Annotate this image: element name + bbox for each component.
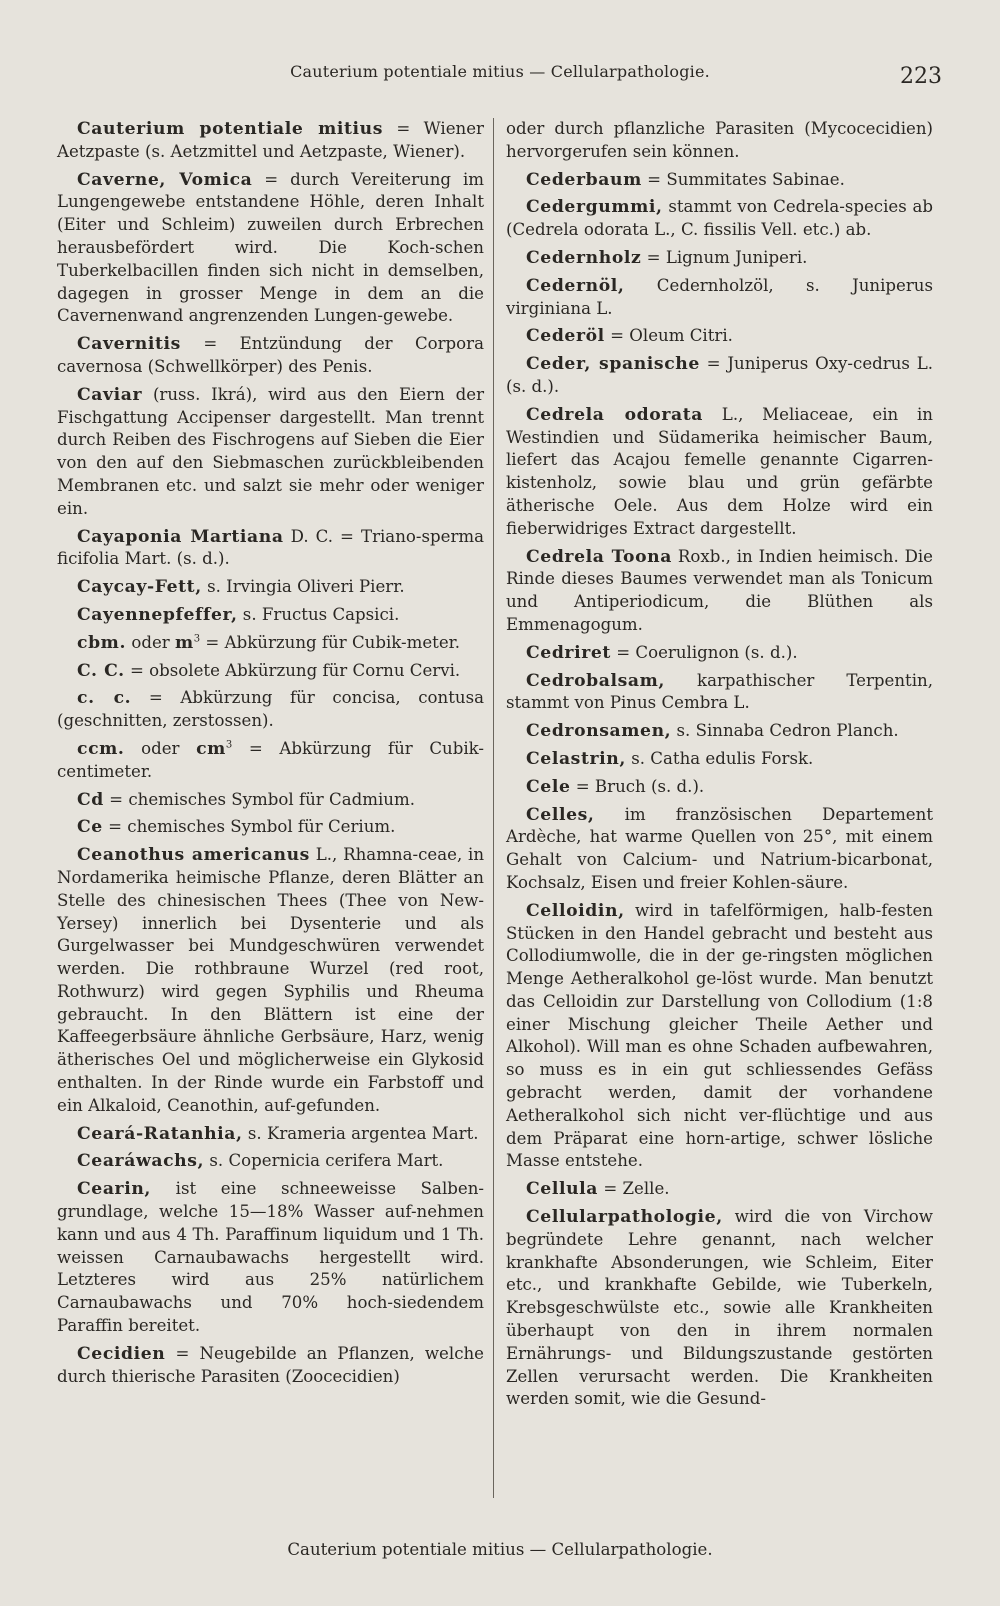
entry-text: s. Irvingia Oliveri Pierr. [201,577,405,597]
dictionary-entry [506,404,933,541]
entry-text: = Lignum Juniperi. [641,247,808,267]
entry-text: = Abkürzung für concisa, contusa (geschnitten, zerstossen). [57,688,484,731]
entry-headword: c. c. [77,688,132,709]
entry-text: oder [124,738,197,758]
entry-text: L., Meliaceae, ein in Westindien und Südamerika heimischer Baum, liefert das Acajou femelle genannte Cigarren-kistenholz, sowie blau und grün gefärbte ätherische Oele. Aus dem Holze wird ein fieberwidriges Extract dargestellt. [506,404,933,538]
entry-headword: Cearáwachs, [77,1151,205,1172]
entry-headword: Cedrela odorata [526,404,704,425]
entry-text-cont: = Abkürzung für Cubik-meter. [200,632,461,652]
right-column [506,118,933,1416]
entry-text: = Juniperus Oxy-cedrus L. (s. d.). [506,354,933,396]
entry-headword: Cedernöl, [526,275,625,296]
entry-headword: Ceder, spanische [526,354,700,375]
entry-text: = obsolete Abkürzung für Cornu Cervi. [124,660,461,680]
dictionary-entry [506,1178,933,1201]
entry-headword: Cedronsamen, [526,721,672,742]
entry-headword: Caviar [77,384,143,405]
left-column [57,118,484,1393]
dictionary-entry [57,816,484,839]
entry-headword: Cederöl [526,326,605,347]
entry-text: = Bruch (s. d.). [570,776,705,796]
entry-text: s. Sinnaba Cedron Planch. [671,721,899,741]
entry-headword: Cedrela Toona [526,546,673,567]
dictionary-entry [57,1178,484,1338]
entry-headword: Cellularpathologie, [526,1207,723,1228]
dictionary-entry [506,1206,933,1411]
entry-headword: Caycay-Fett, [77,577,202,598]
entry-text: s. Catha edulis Forsk. [625,748,814,768]
entry-text: = chemisches Symbol für Cadmium. [103,789,415,809]
dictionary-entry [57,1343,484,1389]
entry-headword-alt: cm [196,738,226,759]
entry-headword: Cellula [526,1179,599,1200]
page-footer: Cauterium potentiale mitius — Cellularpathologie. [287,1540,713,1559]
entry-text: s. Copernicia cerifera Mart. [204,1151,444,1171]
dictionary-entry [57,118,484,164]
entry-headword: Cedrobalsam, [526,670,666,691]
dictionary-entry [57,604,484,627]
entry-headword: Caverne, Vomica [77,169,253,190]
entry-text: = Coerulignon (s. d.). [610,642,798,662]
dictionary-entry [57,1123,484,1146]
entry-text: s. Fructus Capsici. [237,604,400,624]
entry-headword: Cayennepfeffer, [77,604,238,625]
entry-headword: Cayaponia Martiana [77,526,284,547]
dictionary-entry [506,325,933,348]
entry-text: L., Rhamna-ceae, in Nordamerika heimische Pflanze, deren Blätter an Stelle des chinesischen Thees (Thee von New-Yersey) innerlich bei Dysenterie und als Gurgelwasser bei Mundgeschwüren verwendet werden. Die rothbraune Wurzel (red root, Rothwurz) wird gegen Syphilis und Rheuma gebraucht. In den Blättern ist eine der Kaffeegerbsäure ähnliche Gerbsäure, Harz, wenig ätherisches Oel und möglicherweise ein Glykosid enthalten. In der Rinde wurde ein Farbstoff und ein Alkaloid, Ceanothin, auf-gefunden. [57,845,485,1115]
entry-text-cont: = Abkürzung für Cubik-centimeter. [57,738,485,781]
entry-headword: Celloidin, [526,900,625,921]
entry-headword: cbm. [77,632,127,653]
entry-headword: ccm. [77,738,125,759]
dictionary-entry [506,804,933,895]
entry-headword: Ce [77,817,103,838]
dictionary-entry [57,169,484,329]
page-number: 223 [900,64,942,89]
entry-superscript: 3 [225,739,233,751]
entry-text: = Zelle. [598,1179,670,1199]
entry-text: Cedernholzöl, s. Juniperus virginiana L. [506,275,933,318]
entry-headword: Ceará-Ratanhia, [77,1123,243,1144]
dictionary-entry [506,720,933,743]
dictionary-entry [506,118,933,164]
dictionary-entry [57,687,484,733]
entry-text: s. Krameria argentea Mart. [242,1123,479,1143]
entry-headword: Celastrin, [526,748,626,769]
entry-headword: Ceanothus americanus [77,845,310,866]
dictionary-entry [506,169,933,192]
dictionary-entry [57,738,484,784]
entry-text: im französischen Departement Ardèche, hat warme Quellen von 25°, mit einem Gehalt von Calcium- und Natrium-bicarbonat, Kochsalz, Eisen und freier Kohlen-säure. [506,804,933,892]
entry-text: (russ. Ikrá), wird aus den Eiern der Fischgattung Accipenser dargestellt. Man trennt durch Reiben des Fischrogens auf Sieben die Eier von den auf den Siebmaschen zurückbleibenden Membranen etc. und salzt sie mehr oder weniger ein. [57,384,484,518]
column-divider [493,118,494,1498]
dictionary-entry [506,196,933,242]
entry-text: = durch Vereiterung im Lungengewebe entstandene Höhle, deren Inhalt (Eiter und Schleim) zuweilen durch Erbrechen herausbefördert wird. Die Koch-schen Tuberkelbacillen finden sich nicht in demselben, dagegen in grosser Menge in dem an die Cavernenwand angrenzenden Lungen-gewebe. [57,169,485,326]
entry-headword: Celles, [526,804,595,825]
entry-text: = Oleum Citri. [604,326,733,346]
dictionary-entry [57,526,484,572]
dictionary-entry [506,776,933,799]
entry-text: oder durch pflanzliche Parasiten (Mycocecidien) hervorgerufen sein können. [506,119,933,161]
entry-text: = Neugebilde an Pflanzen, welche durch thierische Parasiten (Zoocecidien) [57,1343,484,1386]
dictionary-entry [506,546,933,637]
running-head: Cauterium potentiale mitius — Cellularpathologie. [290,62,710,81]
entry-superscript: 3 [193,633,201,645]
entry-headword: Cearin, [77,1179,152,1200]
entry-headword-alt: m [174,632,194,653]
dictionary-entry [57,789,484,812]
dictionary-entry [506,748,933,771]
entry-text: D. C. = Triano-sperma ficifolia Mart. (s. d.). [57,526,485,569]
entry-headword: Cd [77,789,104,810]
entry-text: ist eine schneeweisse Salben-grundlage, welche 15—18% Wasser auf-nehmen kann und aus 4 Th. Paraffinum liquidum und 1 Th. weissen Carnaubawachs hergestellt wird. Letzteres wird aus 25% natürlichem Carnaubawachs und 70% hoch-siedendem Paraffin bereitet. [57,1179,484,1336]
dictionary-entry [57,844,484,1118]
dictionary-entry [506,275,933,321]
entry-headword: Cedriret [526,642,611,663]
entry-headword: Cecidien [77,1343,166,1364]
entry-text: karpathischer Terpentin, stammt von Pinus Cembra L. [506,670,933,713]
entry-text: = Summitates Sabinae. [641,169,845,189]
entry-headword: Cavernitis [77,334,181,355]
dictionary-entry [57,632,484,655]
entry-headword: Cele [526,776,571,797]
entry-text: wird die von Virchow begründete Lehre genannt, nach welcher krankhafte Absonderungen, wie Schleim, Eiter etc., und krankhafte Gebilde, wie Tuberkeln, Krebsgeschwülste etc., sowie alle Krankheiten überhaupt von den in ihrem normalen Ernährungs- und Bildungszustande gestörten Zellen verursacht werden. Die Krankheiten werden somit, wie die Gesund- [506,1207,933,1409]
dictionary-entry [57,384,484,521]
entry-headword: C. C. [77,660,125,681]
dictionary-entry [57,1150,484,1173]
entry-headword: Cauterium potentiale mitius [77,119,384,139]
entry-text: oder [126,632,175,652]
dictionary-entry [506,642,933,665]
entry-text: = Entzündung der Corpora cavernosa (Schwellkörper) des Penis. [57,334,484,376]
entry-headword: Cedernholz [526,247,642,268]
entry-text: = chemisches Symbol für Cerium. [102,817,396,837]
dictionary-entry [506,353,933,399]
entry-text: wird in tafelförmigen, halb-festen Stücken in den Handel gebracht und besteht aus Collodiumwolle, die in der ge-ringsten möglichen Menge Aetheralkohol ge-löst wurde. Man benutzt das Celloidin zur Darstellung von Collodium (1:8 einer Mischung gleicher Theile Aether und Alkohol). Will man es ohne Schaden aufbewahren, so muss es in ein gut schliessendes Gefäss gebracht werden, damit der vorhandene Aetheralkohol sich nicht ver-flüchtige und aus dem Präparat eine horn-artige, schwer lösliche Masse entstehe. [506,900,933,1171]
dictionary-entry [506,670,933,716]
dictionary-entry [57,576,484,599]
dictionary-entry [506,900,933,1174]
dictionary-entry [506,247,933,270]
entry-headword: Cederbaum [526,169,642,190]
entry-text: stammt von Cedrela-species ab (Cedrela odorata L., C. fissilis Vell. etc.) ab. [506,197,933,240]
entry-headword: Cedergummi, [526,197,663,218]
dictionary-entry [57,333,484,379]
entry-text: = Wiener Aetzpaste (s. Aetzmittel und Aetzpaste, Wiener). [57,119,484,161]
entry-text: Roxb., in Indien heimisch. Die Rinde dieses Baumes verwendet man als Tonicum und Antiperiodicum, die Blüthen als Emmenagogum. [506,546,934,634]
dictionary-entry [57,660,484,683]
